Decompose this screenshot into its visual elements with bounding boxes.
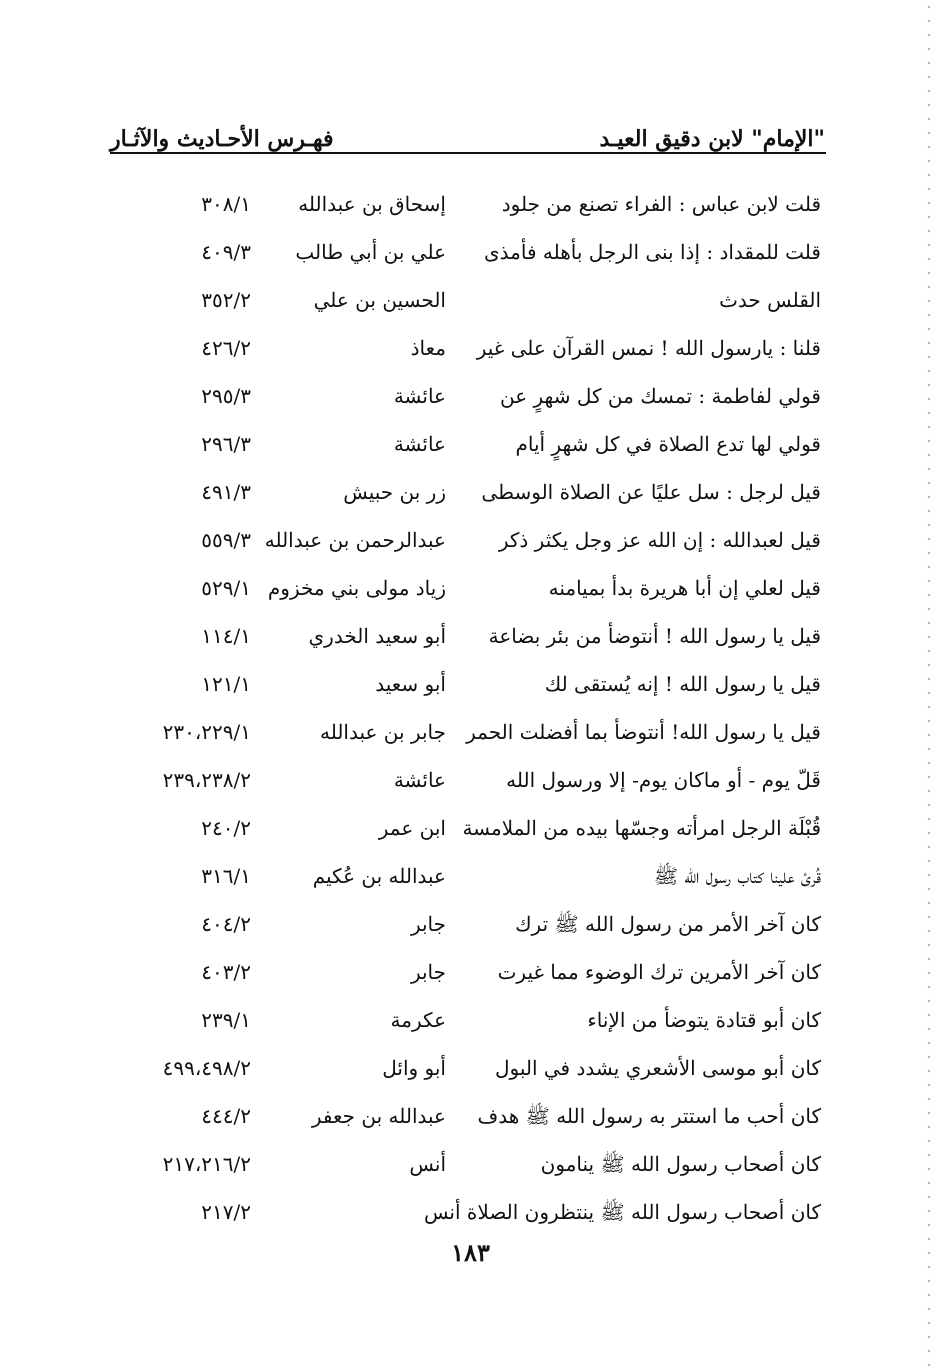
index-entry — [0, 520, 941, 568]
volume-page-reference: ٢٩٥/٣ — [201, 384, 251, 408]
running-header — [110, 110, 825, 152]
hadith-incipit: قولي لفاطمة : تمسك من كل شهرٍ عن — [499, 384, 821, 408]
page-number: ١٨٣ — [451, 1238, 490, 1267]
index-entry — [0, 760, 941, 808]
volume-page-reference: ١١٤/١ — [201, 624, 251, 648]
index-entry — [0, 568, 941, 616]
index-entry — [0, 280, 941, 328]
volume-page-reference: ٤٠٣/٢ — [201, 960, 251, 984]
volume-page-reference: ٤٩١/٣ — [201, 480, 251, 504]
volume-page-reference: ٣٥٢/٢ — [201, 288, 251, 312]
index-entry — [0, 664, 941, 712]
narrator-name: إسحاق بن عبدالله — [298, 192, 446, 216]
volume-page-reference: ٤٢٦/٢ — [201, 336, 251, 360]
volume-page-reference: ٥٢٩/١ — [201, 576, 251, 600]
hadith-incipit: قلنا : يارسول الله ! نمس القرآن على غير — [476, 336, 821, 360]
narrator-name: جابر بن عبدالله — [319, 720, 446, 744]
hadith-incipit: قيل لعلي إن أبا هريرة بدأ بميامنه — [548, 576, 821, 600]
index-entry — [0, 616, 941, 664]
hadith-incipit: كان أصحاب رسول الله ﷺ ينتظرون الصلاة أنس — [423, 1200, 821, 1224]
narrator-name: أبو سعيد — [375, 672, 446, 696]
hadith-incipit: قُبْلَة الرجل امرأته وجسّها بيده من الملامسة — [462, 816, 821, 840]
volume-page-reference: ٢٩٦/٣ — [201, 432, 251, 456]
narrator-name: عائشة — [393, 384, 446, 408]
volume-page-reference: ٣١٦/١ — [201, 864, 251, 888]
narrator-name: عبدالرحمن بن عبدالله — [264, 528, 446, 552]
index-entry — [0, 808, 941, 856]
hadith-incipit: قَلّ يوم - أو ماكان يوم- إلا ورسول الله — [506, 768, 821, 792]
hadith-incipit: قيل لعبدالله : إن الله عز وجل يكثر ذكر — [498, 528, 821, 552]
index-entry — [0, 1096, 941, 1144]
narrator-name: أبو سعيد الخدري — [308, 624, 446, 648]
index-entry — [0, 856, 941, 904]
index-entry — [0, 472, 941, 520]
volume-page-reference: ٤٠٤/٢ — [201, 912, 251, 936]
narrator-name: ابن عمر — [378, 816, 446, 840]
index-entry — [0, 424, 941, 472]
index-entry — [0, 376, 941, 424]
hadith-incipit: القلس حدث — [719, 288, 821, 312]
volume-page-reference: ٤٩٩،٤٩٨/٢ — [162, 1056, 251, 1080]
narrator-name: جابر — [410, 960, 446, 984]
narrator-name: عكرمة — [390, 1008, 446, 1032]
volume-page-reference: ٢١٧،٢١٦/٢ — [162, 1152, 251, 1176]
volume-page-reference: ٣٠٨/١ — [201, 192, 251, 216]
volume-page-reference: ٢٣٠،٢٢٩/١ — [162, 720, 251, 744]
volume-page-reference: ٤٠٩/٣ — [201, 240, 251, 264]
index-entry — [0, 1000, 941, 1048]
volume-page-reference: ٢٣٩،٢٣٨/٢ — [162, 768, 251, 792]
narrator-name: عبدالله بن جعفر — [311, 1104, 446, 1128]
volume-page-reference: ٢١٧/٢ — [201, 1200, 251, 1224]
narrator-name: أنس — [409, 1152, 446, 1176]
volume-page-reference: ٢٤٠/٢ — [201, 816, 251, 840]
header-section-title: فهـرس الأحـاديث والآثـار — [110, 126, 334, 152]
index-entry — [0, 952, 941, 1000]
hadith-incipit: قيل يا رسول الله ! أنتوضأ من بئر بضاعة — [488, 624, 821, 648]
index-entry — [0, 1192, 941, 1240]
hadith-incipit: كان أبو قتادة يتوضأ من الإناء — [587, 1008, 821, 1032]
index-entry — [0, 184, 941, 232]
index-entry — [0, 328, 941, 376]
hadith-incipit: كان آخر الأمرين ترك الوضوء مما غيرت — [497, 960, 821, 984]
hadith-incipit: كان أصحاب رسول الله ﷺ ينامون — [540, 1152, 821, 1176]
index-entry — [0, 1048, 941, 1096]
hadith-incipit: قولي لها تدع الصلاة في كل شهرٍ أيام — [515, 432, 821, 456]
hadith-incipit: كان أحب ما استتر به رسول الله ﷺ هدف — [477, 1104, 821, 1128]
hadith-incipit: قلت للمقداد : إذا بنى الرجل بأهله فأمذى — [484, 240, 821, 264]
volume-page-reference: ٥٥٩/٣ — [201, 528, 251, 552]
header-book-title: "الإمام" لابن دقيق العيـد — [599, 126, 825, 152]
hadith-incipit: كان آخر الأمر من رسول الله ﷺ ترك — [515, 912, 821, 936]
index-list — [0, 184, 941, 1240]
volume-page-reference: ٤٤٤/٢ — [201, 1104, 251, 1128]
narrator-name: زر بن حبيش — [343, 480, 446, 504]
narrator-name: معاذ — [410, 336, 446, 360]
narrator-name: الحسين بن علي — [313, 288, 446, 312]
hadith-incipit: قيل لرجل : سل عليًا عن الصلاة الوسطى — [481, 480, 821, 504]
volume-page-reference: ٢٣٩/١ — [201, 1008, 251, 1032]
narrator-name: زياد مولى بني مخزوم — [267, 576, 446, 600]
hadith-incipit: قيل يا رسول الله! أنتوضأ بما أفضلت الحمر — [466, 720, 821, 744]
narrator-name: جابر — [410, 912, 446, 936]
header-rule — [110, 152, 826, 154]
volume-page-reference: ١٢١/١ — [201, 672, 251, 696]
narrator-name: عبدالله بن عُكيم — [312, 864, 446, 888]
narrator-name: علي بن أبي طالب — [295, 240, 446, 264]
narrator-name: أبو وائل — [382, 1056, 446, 1080]
index-entry — [0, 1144, 941, 1192]
narrator-name: عائشة — [393, 432, 446, 456]
hadith-incipit: قُرئ علينا كتاب رسول الله ﷺ — [653, 864, 821, 888]
hadith-incipit: قلت لابن عباس : الفراء تصنع من جلود — [501, 192, 821, 216]
hadith-incipit: كان أبو موسى الأشعري يشدد في البول — [494, 1056, 821, 1080]
index-entry — [0, 904, 941, 952]
index-entry — [0, 712, 941, 760]
hadith-incipit: قيل يا رسول الله ! إنه يُستقى لك — [544, 672, 821, 696]
index-entry — [0, 232, 941, 280]
narrator-name: عائشة — [393, 768, 446, 792]
